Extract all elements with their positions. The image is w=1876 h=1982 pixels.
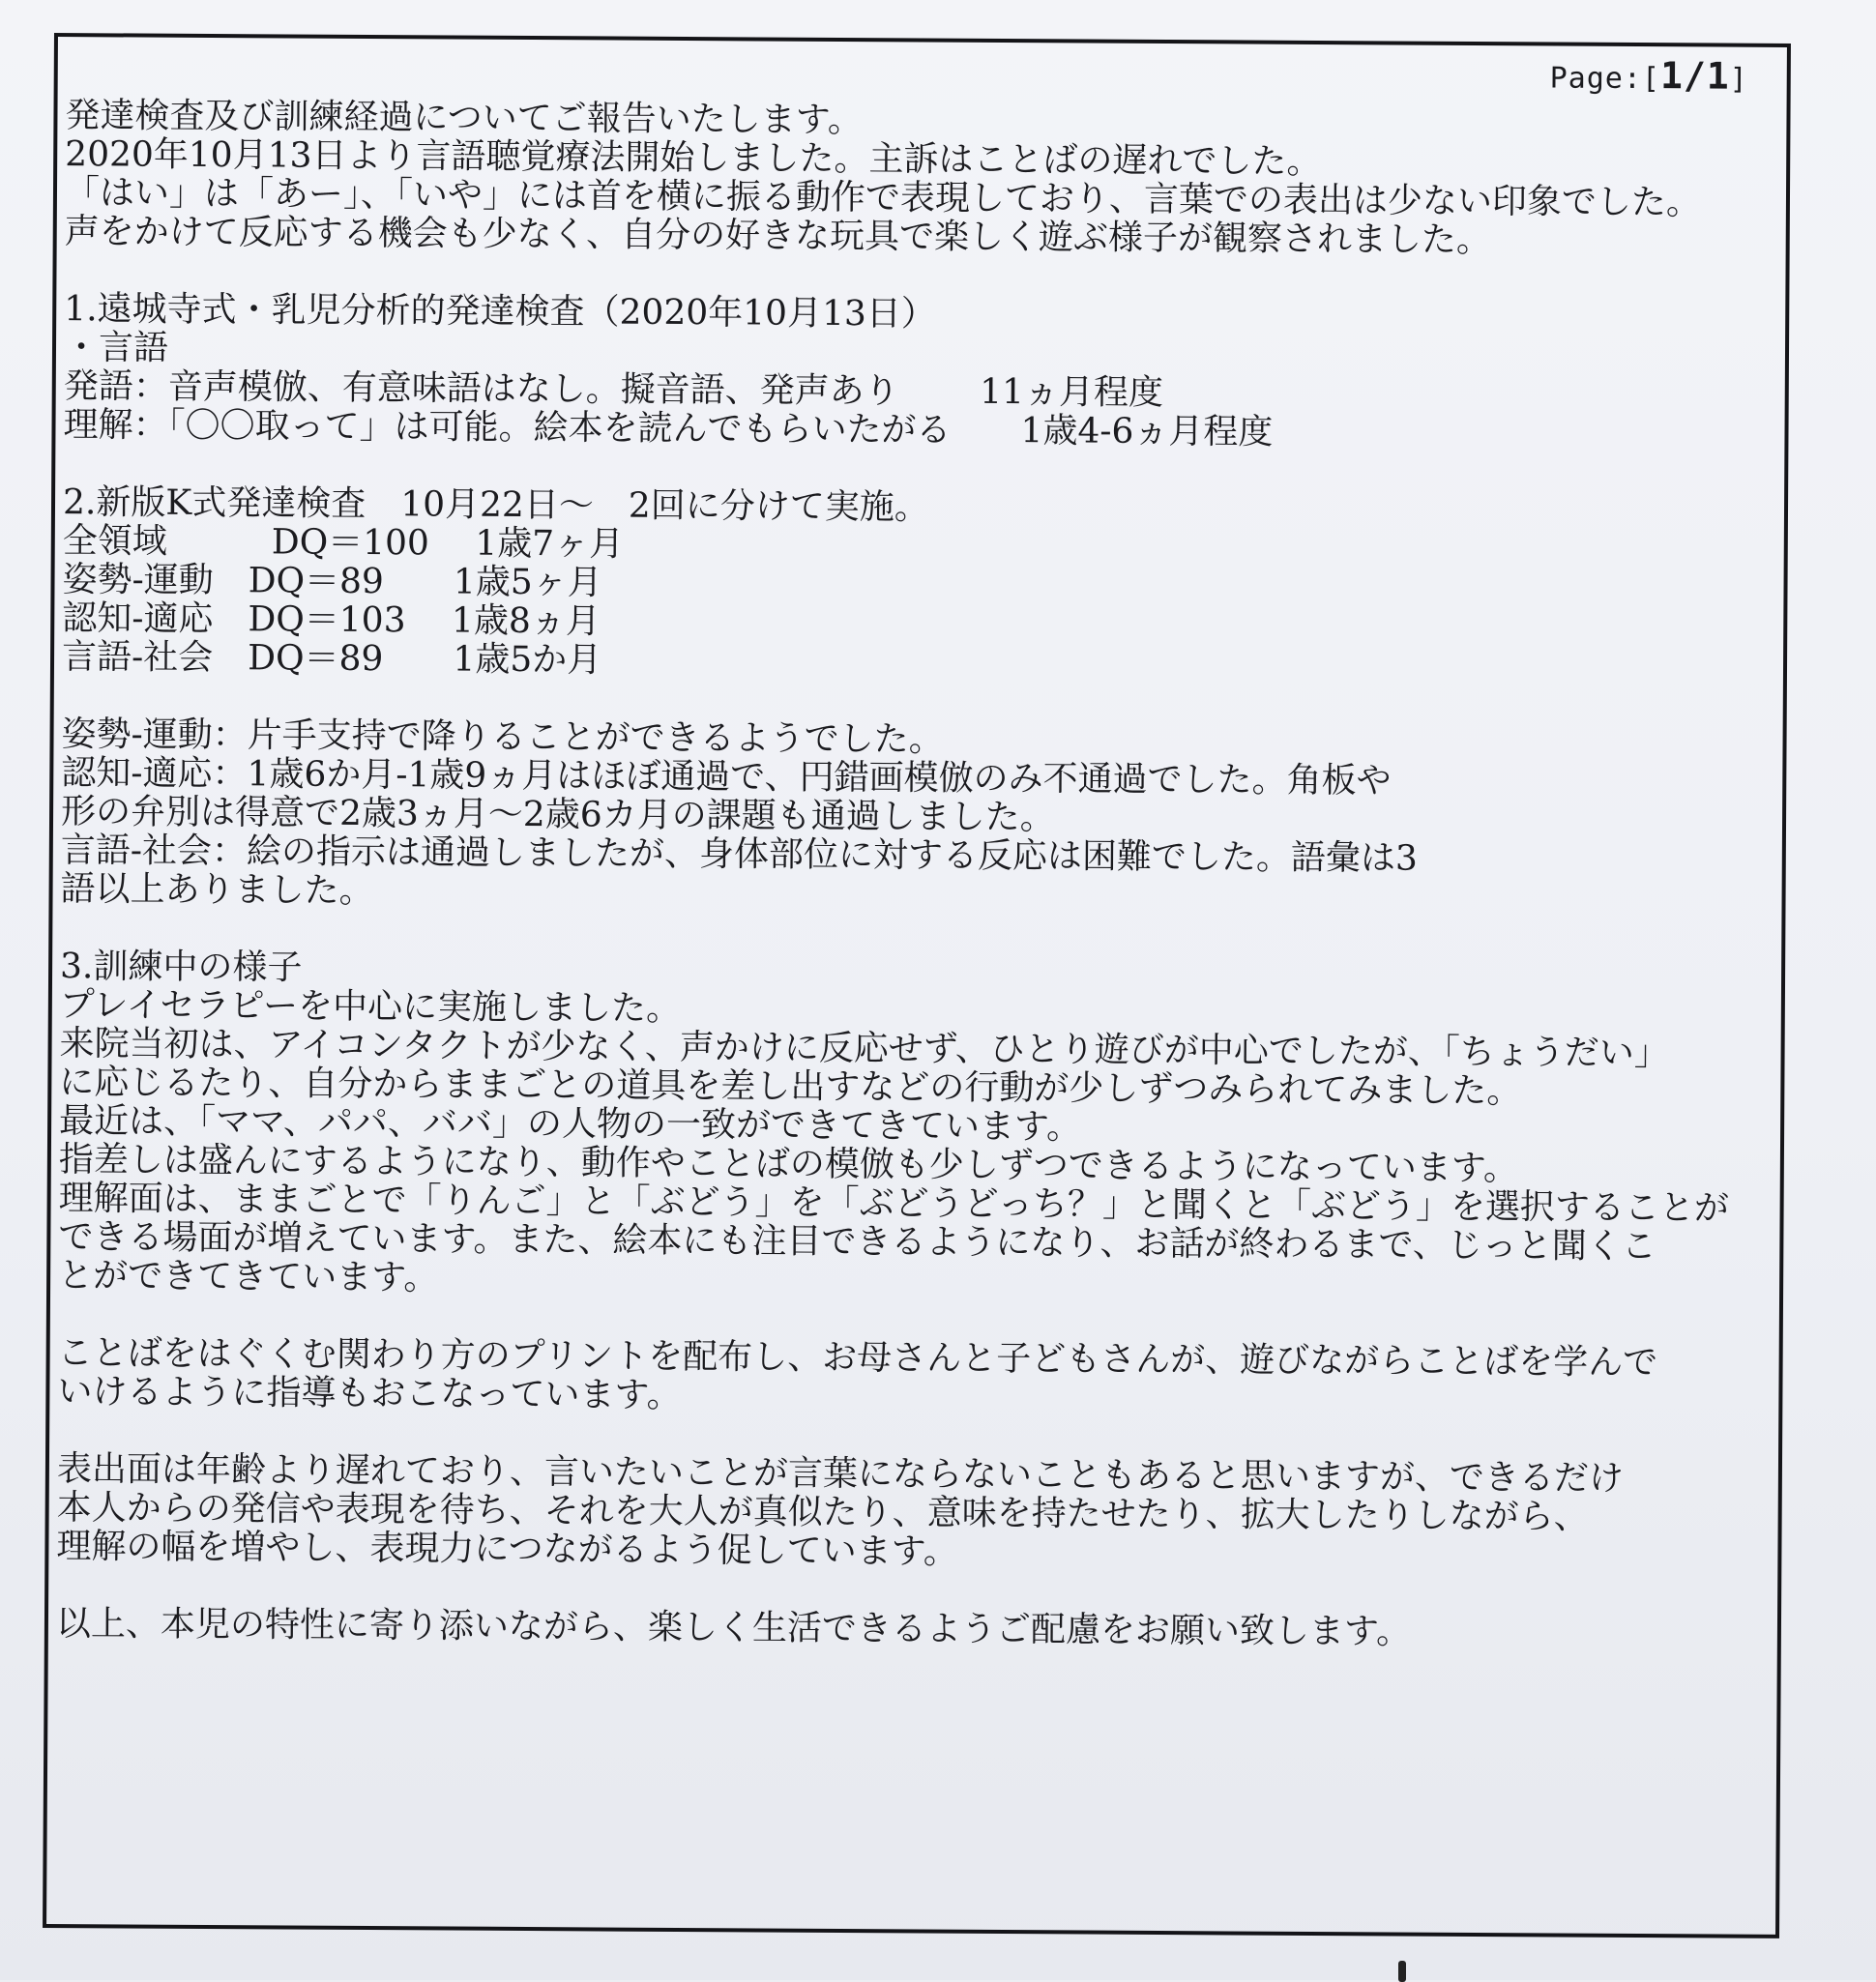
document-frame [43,33,1791,1938]
section-2-heading: 2.新版K式発達検査 10月22日～ 2回に分けて実施。 [62,482,929,528]
report-body [56,97,1768,1654]
section-3-line: 理解面は、ままごとで「りんご」と「ぶどう」を「ぶどうどっち？」と聞くと「ぶどう」を選択することが [58,1179,1730,1229]
section-2-note: 認知-適応：1歳6か月-1歳9ヵ月はほぼ通過で、円錯画模倣のみ不通過でした。角板や [61,753,1392,802]
section-3-heading: 3.訓練中の様子 [59,947,303,988]
closing-line: 以上、本児の特性に寄り添いながら、楽しく生活できるようご配慮をお願い致します。 [55,1604,1412,1652]
section-2-note: 語以上ありました。 [60,869,374,912]
section-2-note: 姿勢-運動：片手支持で降りることができるようでした。 [61,714,944,760]
print-paragraph-line: ことばをはぐくむ関わり方のプリントを配布し、お母さんと子どもさんが、遊びながらことばを学んで [57,1333,1658,1384]
section-3-line: できる場面が増えています。また、絵本にも注目できるようになり、お話が終わるまで、じっと聞くこ [58,1217,1656,1268]
dq-row: 全領域 DQ＝100 1歳7ヶ月 [62,521,625,565]
dq-row: 姿勢-運動 DQ＝89 1歳5ヶ月 [62,560,602,603]
section-1-subheading: ・言語 [63,328,169,368]
section-2-note: 言語-社会：絵の指示は通過しましたが、身体部位に対する反応は困難でした。語彙は3 [60,831,1419,879]
dq-row: 言語-社会 DQ＝89 1歳5か月 [61,637,602,681]
section-3-line: 指差しは盛んにするようになり、動作やことばの模倣も少しずつできるようになっています。 [58,1140,1519,1189]
page-indicator [1550,53,1748,97]
section-3-line: 最近は、「ママ、パパ、ババ」の人物の一致ができてきています。 [58,1101,1082,1148]
page-label-text: Page:[ [1549,61,1661,97]
expression-paragraph-line: 表出面は年齢より遅れており、言いたいことが言葉にならないこともあると思いますが、できるだけ [56,1449,1625,1499]
page-current: 1 [1659,54,1685,98]
print-paragraph-line: いけるように指導もおこなっています。 [57,1372,682,1415]
expression-paragraph-line: 理解の幅を増やし、表現力につながるよう促しています。 [56,1527,958,1572]
section-1-line: 理解：「〇〇取って」は可能。絵本を読んでもらいたがる 1歳4-6ヵ月程度 [63,405,1274,452]
intro-line: 「はい」は「あー」、「いや」には首を横に振る動作で表現しており、言葉での表出は少ない印象でした。 [64,173,1702,223]
expression-paragraph-line: 本人からの発信や表現を待ち、それを大人が真似たり、意味を持たせたり、拡大したりしながら、 [56,1488,1589,1537]
section-1-line: 発語：音声模倣、有意味語はなし。擬音語、発声あり 11ヵ月程度 [63,366,1164,414]
page-total: 1 [1706,54,1730,98]
edge-mark [1398,1961,1406,1982]
intro-line: 2020年10月13日より言語聴覚療法開始しました。主訴はことばの遅れでした。 [65,134,1322,183]
intro-line: 声をかけて反応する機会も少なく、自分の好きな玩具で楽しく遊ぶ様子が観察されました。 [64,212,1492,261]
page-separator: / [1683,54,1707,98]
intro-line: 発達検査及び訓練経過についてご報告いたします。 [65,96,863,141]
section-2-note: 形の弁別は得意で2歳3ヵ月～2歳6カ月の課題も通過しました。 [60,792,1055,838]
dq-row: 認知-適応 DQ＝103 1歳8ヵ月 [62,598,601,642]
section-3-line: 来院当初は、アイコンタクトが少なく、声かけに反応せず、ひとり遊びが中心でしたが、「ちょうだい」 [59,1024,1669,1074]
page-label-close: ] [1729,62,1748,97]
section-3-line: プレイセラピーを中心に実施しました。 [59,985,682,1029]
section-1-heading: 1.遠城寺式・乳児分析的発達検査（2020年10月13日） [64,289,936,335]
section-3-line: に応じるたり、自分からままごとの道具を差し出すなどの行動が少しずつみられてみました。 [59,1063,1522,1112]
section-3-line: とができてきています。 [58,1256,439,1298]
